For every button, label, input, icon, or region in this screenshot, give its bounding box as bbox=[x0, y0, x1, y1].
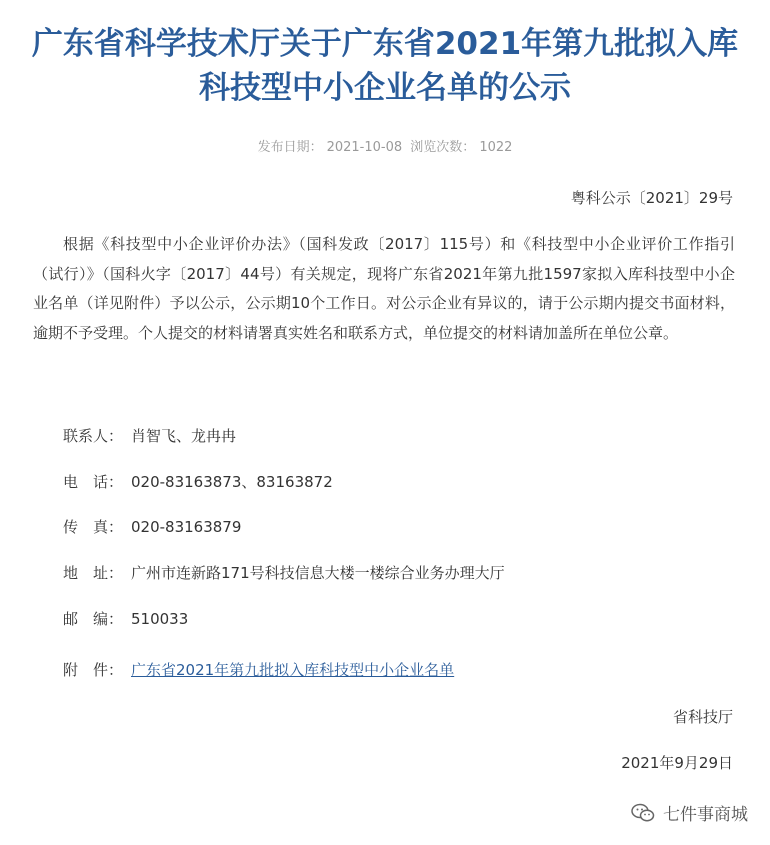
attachment-label: 附 件： bbox=[63, 661, 124, 679]
page-title: 广东省科学技术厅关于广东省2021年第九批拟入库科技型中小企业名单的公示 bbox=[31, 26, 739, 106]
phone-value: 020-83163873、83163872 bbox=[131, 473, 333, 491]
attachment-row bbox=[63, 659, 454, 680]
postcode-row bbox=[63, 608, 188, 629]
phone-label: 电 话： bbox=[63, 473, 124, 491]
publish-date-label: 发布日期： bbox=[257, 140, 323, 155]
publish-date: 2021-10-08 bbox=[326, 140, 403, 155]
address-label: 地 址： bbox=[63, 564, 124, 582]
views-label: 浏览次数： bbox=[410, 140, 476, 155]
contact-value: 肖智飞、龙冉冉 bbox=[131, 427, 237, 445]
contact-label: 联系人： bbox=[63, 427, 124, 445]
document-number: 粤科公示〔2021〕29号 bbox=[570, 189, 733, 207]
signature-org: 省科技厅 bbox=[672, 708, 733, 726]
body-paragraph: 根据《科技型中小企业评价办法》（国科发政〔2017〕115号）和《科技型中小企业评价工作指引（试行）》（国科火字〔2017〕44号）有关规定，现将广东省2021年第九批1597家拟入库科技型中小企业名单（详见附件）予以公示，公示期10个工作日。对公示企业有异议的，请于公示期内提交书面材料，逾期不予受理。个人提交的材料请署真实姓名和联系方式，单位提交的材料请加盖所在单位公章。 bbox=[33, 235, 735, 342]
watermark-text: 七件事商城 bbox=[663, 805, 748, 825]
fax-label: 传 真： bbox=[63, 518, 124, 536]
contact-person-row bbox=[63, 425, 236, 446]
attachment-link[interactable]: 广东省2021年第九批拟入库科技型中小企业名单 bbox=[131, 661, 455, 679]
fax-row bbox=[63, 516, 241, 537]
phone-row bbox=[63, 471, 333, 492]
views-count: 1022 bbox=[479, 140, 513, 155]
watermark bbox=[631, 800, 748, 825]
address-row bbox=[63, 562, 505, 583]
fax-value: 020-83163879 bbox=[131, 518, 242, 536]
publish-meta bbox=[0, 136, 770, 155]
postcode-value: 510033 bbox=[131, 610, 189, 628]
signature-date: 2021年9月29日 bbox=[621, 754, 733, 772]
address-value: 广州市连新路171号科技信息大楼一楼综合业务办理大厅 bbox=[131, 564, 505, 582]
postcode-label: 邮 编： bbox=[63, 610, 124, 628]
wechat-icon bbox=[631, 803, 655, 823]
